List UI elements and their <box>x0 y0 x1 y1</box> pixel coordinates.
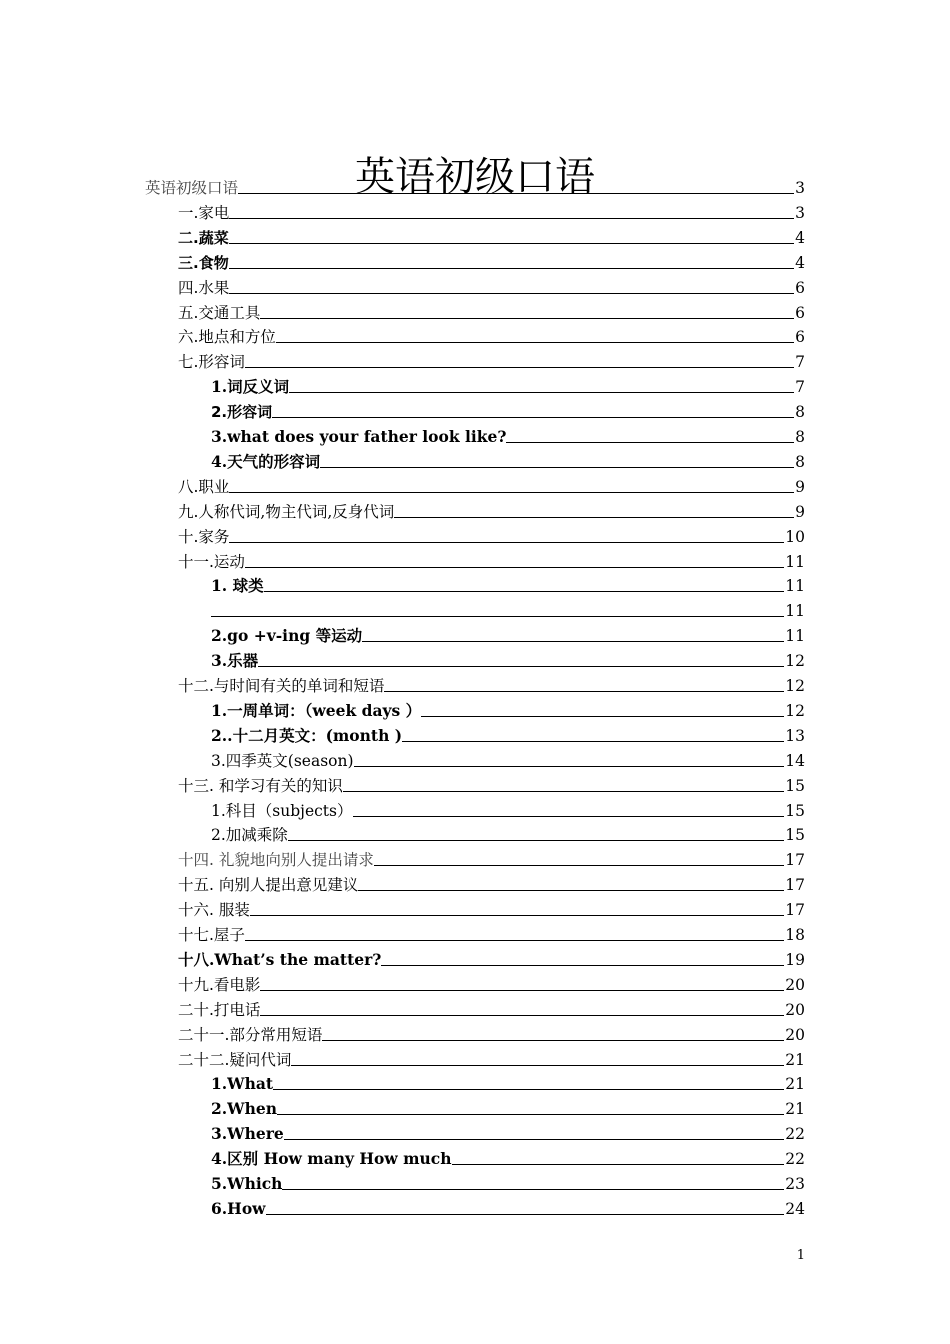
toc-entry-label: 一.家电 <box>178 203 230 222</box>
toc-leader-line <box>322 1040 784 1041</box>
toc-entry-page: 11 <box>785 552 805 571</box>
toc-entry-page: 7 <box>795 353 805 372</box>
toc-entry-label: 五.交通工具 <box>178 303 261 322</box>
toc-entry[interactable] <box>178 946 805 970</box>
toc-leader-line <box>354 766 785 767</box>
toc-entry-label: 3.四季英文(season) <box>211 751 354 770</box>
toc-leader-line <box>394 517 794 518</box>
document-title: 英语初级口语 <box>355 153 595 200</box>
toc-entry-label: 二.蔬菜 <box>178 228 229 247</box>
toc-entry-label: 九.人称代词,物主代词,反身代词 <box>178 502 395 521</box>
toc-entry-label: 十五. 向别人提出意见建议 <box>178 876 359 895</box>
toc-entry-label: 2.When <box>211 1099 277 1119</box>
toc-leader-line <box>282 1189 784 1190</box>
toc-entry-page: 21 <box>785 1100 805 1119</box>
toc-entry-page: 11 <box>785 627 805 646</box>
toc-entry-label: 二十二.疑问代词 <box>178 1050 292 1069</box>
toc-leader-line <box>229 218 794 219</box>
toc-entry[interactable] <box>211 1120 805 1144</box>
toc-entry-page: 9 <box>795 502 805 521</box>
toc-leader-line <box>291 1065 784 1066</box>
toc-leader-line <box>452 1164 785 1165</box>
toc-entry[interactable] <box>211 647 805 671</box>
toc-leader-line <box>260 990 784 991</box>
toc-leader-line <box>238 193 794 194</box>
toc-entry-page: 6 <box>795 328 805 347</box>
toc-entry-page: 4 <box>795 253 805 272</box>
toc-entry-label: 十二.与时间有关的单词和短语 <box>178 677 385 695</box>
toc-leader-line <box>320 467 794 468</box>
toc-entry-page: 17 <box>785 901 805 920</box>
toc-entry-page: 7 <box>795 378 805 397</box>
toc-entry[interactable] <box>211 597 805 621</box>
toc-entry[interactable] <box>211 722 805 746</box>
toc-entry[interactable] <box>211 423 805 447</box>
toc-entry-page: 12 <box>785 701 805 720</box>
toc-leader-line <box>264 591 785 592</box>
toc-entry[interactable] <box>178 199 805 223</box>
toc-leader-line <box>272 417 794 418</box>
toc-entry[interactable] <box>211 373 805 397</box>
toc-leader-line <box>229 243 794 244</box>
toc-entry-page: 6 <box>795 303 805 322</box>
toc-entry-label: 1.What <box>211 1074 274 1094</box>
toc-entry-label: 四.水果 <box>178 278 230 297</box>
toc-leader-line <box>266 1214 785 1215</box>
toc-entry-page: 3 <box>795 179 805 197</box>
toc-leader-line <box>343 791 784 792</box>
toc-entry-label: 英语初级口语 <box>145 179 239 197</box>
toc-leader-line <box>288 840 784 841</box>
toc-leader-line <box>358 890 784 891</box>
toc-entry[interactable] <box>178 1046 805 1070</box>
toc-leader-line <box>276 342 794 343</box>
toc-leader-line <box>289 392 794 393</box>
toc-entry-page: 9 <box>795 477 805 496</box>
toc-leader-line <box>245 940 784 941</box>
toc-entry-label: 二十.打电话 <box>178 1000 261 1019</box>
toc-leader-line <box>273 1089 784 1090</box>
toc-entry[interactable] <box>178 224 805 248</box>
toc-entry[interactable] <box>211 1095 805 1119</box>
toc-leader-line <box>277 1114 784 1115</box>
toc-leader-line <box>229 268 794 269</box>
toc-entry[interactable] <box>178 523 805 547</box>
toc-entry-page: 15 <box>785 801 805 820</box>
toc-leader-line <box>260 1015 784 1016</box>
toc-entry-label: 3.乐器 <box>211 651 259 671</box>
toc-entry-label: 2..十二月英文：(month ) <box>211 725 403 745</box>
toc-entry[interactable] <box>211 697 805 721</box>
toc-entry-label: 4.区别 How many How much <box>211 1149 452 1169</box>
toc-entry-page: 24 <box>785 1199 805 1218</box>
toc-entry[interactable] <box>178 274 805 298</box>
toc-entry[interactable] <box>211 1145 805 1169</box>
toc-leader-line <box>260 318 794 319</box>
toc-entry-page: 20 <box>785 975 805 994</box>
toc-entry-page: 10 <box>785 527 805 546</box>
toc-entry-label: 十四. 礼貌地向别人提出请求 <box>178 851 374 870</box>
toc-entry[interactable] <box>178 772 805 796</box>
toc-entry-page: 21 <box>785 1050 805 1069</box>
toc-entry[interactable] <box>211 821 805 845</box>
toc-entry[interactable] <box>211 797 805 821</box>
toc-entry[interactable] <box>178 249 805 273</box>
toc-entry[interactable] <box>178 672 805 696</box>
toc-leader-line <box>250 915 784 916</box>
toc-entry[interactable] <box>178 323 805 347</box>
toc-entry-page: 19 <box>785 950 805 969</box>
toc-entry-label: 七.形容词 <box>178 353 245 372</box>
toc-leader-line <box>229 492 794 493</box>
toc-entry[interactable] <box>211 1195 805 1219</box>
toc-entry-page: 18 <box>785 926 805 944</box>
toc-leader-line <box>402 741 784 742</box>
toc-entry-page: 14 <box>785 751 805 770</box>
toc-entry-page: 17 <box>785 876 805 895</box>
toc-entry-label: 十六. 服装 <box>178 901 250 920</box>
toc-entry-label: 三.食物 <box>178 253 229 272</box>
toc-entry-label: 二十一.部分常用短语 <box>178 1025 323 1044</box>
toc-entry-page: 12 <box>785 652 805 671</box>
toc-entry-page: 3 <box>795 203 805 222</box>
toc-entry-label: 八.职业 <box>178 477 230 496</box>
toc-entry-label: 十七.屋子 <box>178 926 245 944</box>
toc-entry-page: 11 <box>785 602 805 621</box>
toc-entry-page: 17 <box>785 851 805 870</box>
toc-leader-line <box>284 1139 785 1140</box>
toc-entry[interactable] <box>178 299 805 323</box>
toc-leader-line <box>229 542 784 543</box>
toc-leader-line <box>229 293 794 294</box>
toc-entry-label: 十八.What’s the matter? <box>178 949 382 969</box>
toc-entry-page: 13 <box>785 726 805 745</box>
toc-leader-line <box>384 691 784 692</box>
toc-entry-page: 4 <box>795 228 805 247</box>
toc-entry-label: 十九.看电影 <box>178 975 261 994</box>
toc-entry[interactable] <box>178 871 805 895</box>
toc-entry-page: 8 <box>795 428 805 446</box>
toc-entry[interactable] <box>145 174 805 198</box>
toc-entry-page: 15 <box>785 776 805 795</box>
toc-entry[interactable] <box>178 896 805 920</box>
toc-entry-label: 十一.运动 <box>178 552 245 571</box>
toc-leader-line <box>506 442 794 443</box>
toc-entry[interactable] <box>211 747 805 771</box>
toc-entry-page: 11 <box>785 577 805 596</box>
page-number: 1 <box>796 1248 805 1263</box>
toc-leader-line <box>381 965 784 966</box>
toc-entry-label: 十.家务 <box>178 527 230 546</box>
toc-entry-label: 2.加减乘除 <box>211 826 288 845</box>
toc-entry-page: 20 <box>785 1000 805 1019</box>
toc-leader-line <box>258 666 784 667</box>
toc-entry-label: 2.形容词 <box>211 403 273 422</box>
toc-entry[interactable] <box>178 498 805 522</box>
toc-entry[interactable] <box>178 548 805 572</box>
toc-entry[interactable] <box>211 1170 805 1194</box>
toc-entry[interactable] <box>178 921 805 945</box>
toc-entry[interactable] <box>211 572 805 596</box>
toc-entry[interactable] <box>211 398 805 422</box>
toc-entry[interactable] <box>178 996 805 1020</box>
toc-leader-line <box>211 616 784 617</box>
toc-entry[interactable] <box>211 448 805 472</box>
toc-entry[interactable] <box>178 473 805 497</box>
toc-entry[interactable] <box>178 348 805 372</box>
toc-entry-page: 6 <box>795 278 805 297</box>
toc-leader-line <box>245 567 784 568</box>
toc-entry-page: 22 <box>785 1125 805 1144</box>
toc-entry-page: 22 <box>785 1150 805 1169</box>
toc-entry-page: 21 <box>785 1075 805 1094</box>
toc-entry[interactable] <box>211 622 805 646</box>
toc-entry-label: 3.what does your father look like? <box>211 427 507 446</box>
toc-entry-label: 4.天气的形容词 <box>211 451 321 471</box>
toc-leader-line <box>353 816 785 817</box>
toc-entry-page: 20 <box>785 1025 805 1044</box>
toc-entry[interactable] <box>178 1021 805 1045</box>
toc-entry-label: 1.词反义词 <box>211 377 290 397</box>
toc-entry[interactable] <box>178 971 805 995</box>
toc-leader-line <box>374 865 784 866</box>
toc-entry-page: 8 <box>795 452 805 471</box>
toc-entry-label: 3.Where <box>211 1124 284 1144</box>
toc-entry[interactable] <box>178 846 805 870</box>
toc-entry-label: 1. 球类 <box>211 576 264 596</box>
toc-entry-label: 5.Which <box>211 1174 283 1193</box>
toc-entry-page: 23 <box>785 1175 805 1193</box>
toc-leader-line <box>245 367 794 368</box>
toc-entry-page: 12 <box>785 677 805 695</box>
toc-entry-page: 8 <box>795 403 805 422</box>
toc-entry-label: 1.科目（subjects） <box>211 801 353 820</box>
toc-entry-label: 十三. 和学习有关的知识 <box>178 776 343 795</box>
toc-leader-line <box>421 716 784 717</box>
toc-entry-label: 1.一周单词：（week days ） <box>211 700 422 720</box>
toc-entry-label: 2.go +v-ing 等运动 <box>211 626 363 646</box>
toc-leader-line <box>362 641 784 642</box>
toc-entry[interactable] <box>211 1070 805 1094</box>
toc-entry-label: 6.How <box>211 1198 266 1218</box>
toc-entry-label: 六.地点和方位 <box>178 328 276 347</box>
toc-entry-page: 15 <box>785 826 805 845</box>
